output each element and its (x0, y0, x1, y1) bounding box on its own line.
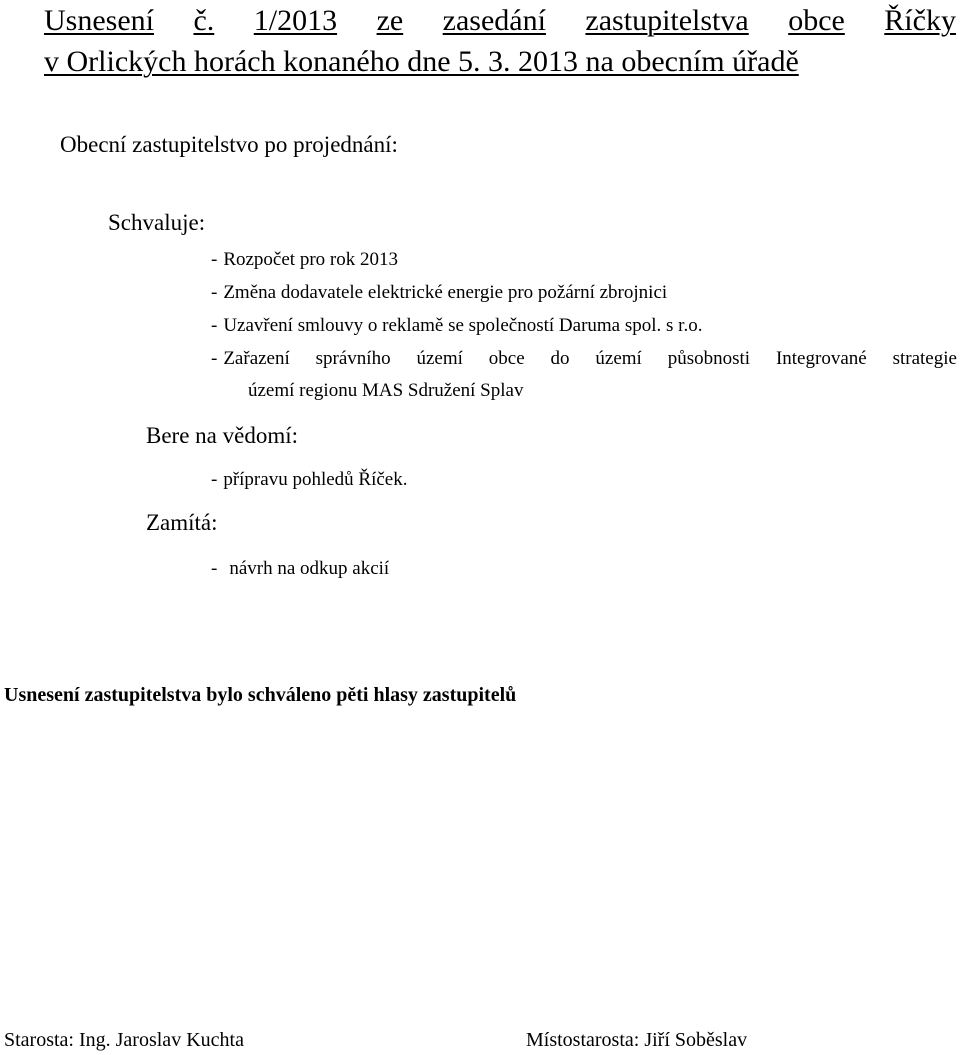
item-word: území (416, 348, 463, 369)
dash: - (211, 249, 218, 270)
item-text: Změna dodavatele elektrické energie pro požární zbrojnici (223, 282, 668, 303)
document-title-line-1 (44, 2, 956, 40)
document-title-line-2: v Orlických horách konaného dne 5. 3. 2013 na obecním úřadě (44, 45, 799, 78)
item-word (211, 346, 290, 372)
title-word: Říčky (884, 4, 956, 37)
item-word: správního (315, 348, 391, 369)
dash: - (211, 558, 218, 579)
list-item (211, 247, 398, 273)
item-word: Zařazení (223, 348, 290, 369)
title-word: 1/2013 (253, 4, 338, 37)
title-word: zastupitelstva (585, 4, 749, 37)
list-item (211, 467, 407, 493)
item-word: strategie (892, 348, 957, 369)
title-word: ze (376, 4, 404, 37)
list-item (211, 280, 667, 306)
dash: - (211, 469, 218, 490)
closing-statement: Usnesení zastupitelstva bylo schváleno pěti hlasy zastupitelů (4, 684, 517, 706)
list-item (211, 556, 389, 582)
dash: - (211, 348, 218, 369)
title-word: č. (193, 4, 215, 37)
list-item (211, 313, 702, 339)
item-text: přípravu pohledů Říček. (223, 469, 408, 490)
item-text: Rozpočet pro rok 2013 (223, 249, 398, 270)
item-word: Integrované (775, 348, 867, 369)
signature-deputy: Místostarosta: Jiří Soběslav (526, 1029, 748, 1051)
title-word: zasedání (442, 4, 546, 37)
title-word: Usnesení (44, 4, 154, 37)
section-heading-rejects: Zamítá: (146, 510, 218, 535)
intro-text: Obecní zastupitelstvo po projednání: (60, 132, 398, 157)
section-heading-approves: Schvaluje: (108, 210, 206, 235)
item-word: do (550, 348, 570, 369)
item-word: působnosti (667, 348, 751, 369)
signature-mayor: Starosta: Ing. Jaroslav Kuchta (4, 1029, 244, 1051)
list-item (211, 346, 957, 372)
title-word: obce (788, 4, 845, 37)
item-word: obce (488, 348, 525, 369)
dash: - (211, 282, 218, 303)
list-item-continuation: území regionu MAS Sdružení Splav (248, 380, 524, 401)
item-text: Uzavření smlouvy o reklamě se společností Daruma spol. s r.o. (223, 315, 703, 336)
dash: - (211, 315, 218, 336)
item-word: území (595, 348, 642, 369)
item-text: návrh na odkup akcií (229, 558, 390, 579)
section-heading-notes: Bere na vědomí: (146, 423, 299, 448)
